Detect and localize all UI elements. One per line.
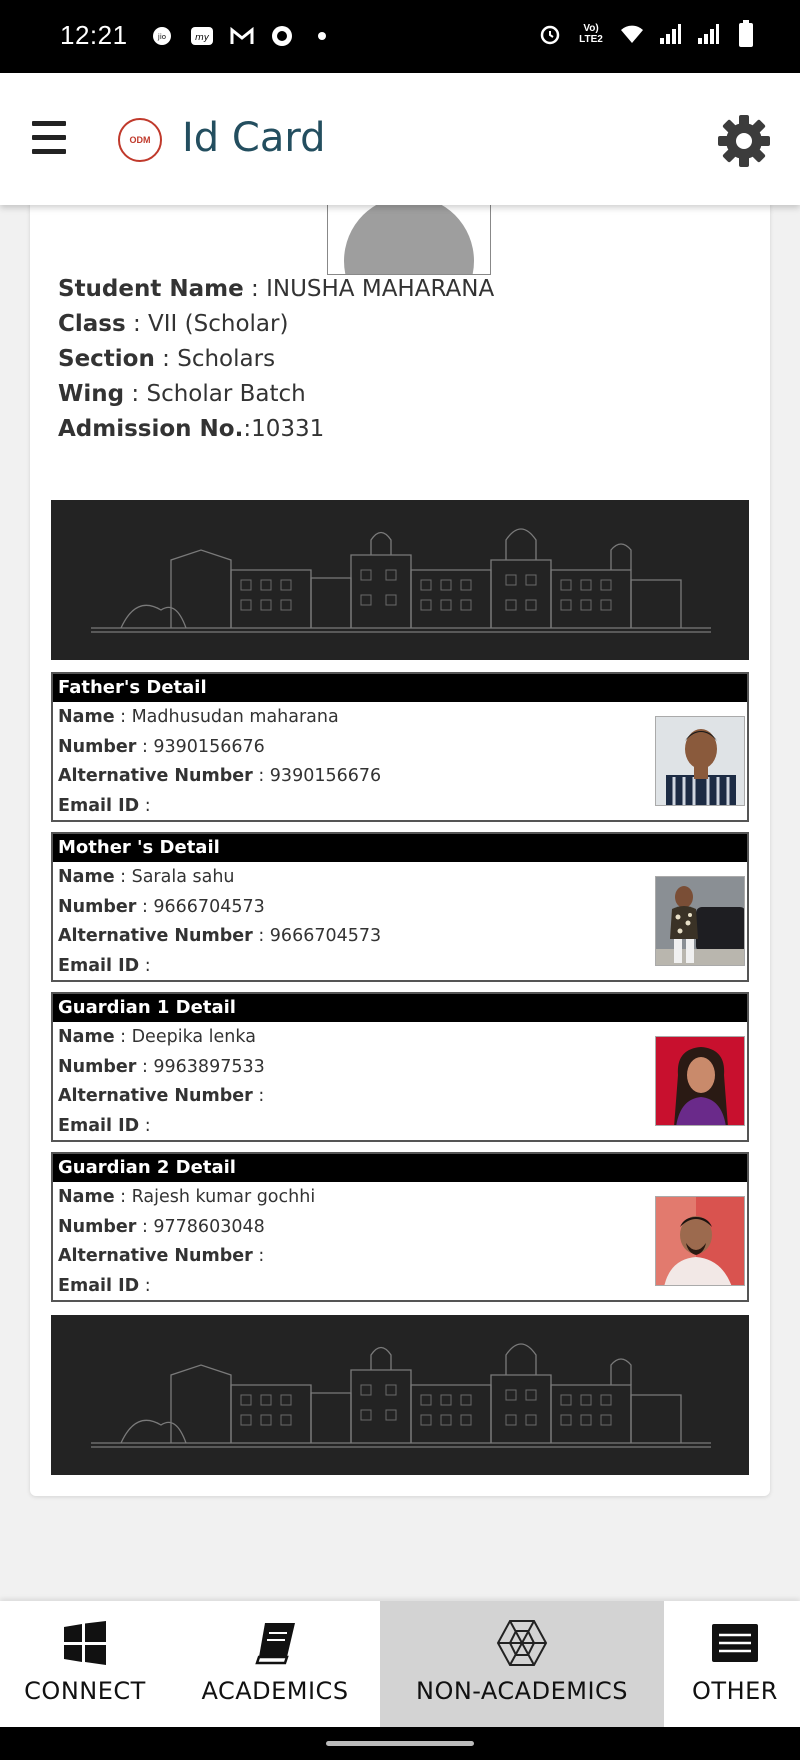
system-icons xyxy=(536,20,760,48)
section-row: Section : Scholars xyxy=(58,346,276,372)
school-building-banner xyxy=(51,500,749,660)
svg-text:my: my xyxy=(194,33,210,43)
app-bar xyxy=(0,73,800,205)
detail-alt-number-row: Alternative Number : xyxy=(58,1086,265,1106)
father-detail xyxy=(51,672,749,822)
guardian-1-photo xyxy=(655,1036,745,1126)
record-icon xyxy=(268,22,296,50)
class-row: Class : VII (Scholar) xyxy=(58,311,289,337)
mother-photo xyxy=(655,876,745,966)
detail-alt-number-row: Alternative Number : 9666704573 xyxy=(58,926,382,946)
nav-non-academics[interactable]: NON-ACADEMICS xyxy=(380,1601,664,1727)
status-bar xyxy=(0,0,800,73)
battery-icon xyxy=(732,20,760,48)
book-icon xyxy=(253,1619,297,1667)
nav-academics[interactable]: ACADEMICS xyxy=(190,1601,360,1727)
notification-icons xyxy=(148,22,336,50)
admission-row: Admission No.:10331 xyxy=(58,416,325,442)
detail-number-row: Number : 9963897533 xyxy=(58,1056,265,1077)
mother-detail xyxy=(51,832,749,982)
id-card xyxy=(30,180,770,1496)
hexagon-mesh-icon xyxy=(496,1619,548,1667)
student-name-row: Student Name : INUSHA MAHARANA xyxy=(58,276,495,302)
detail-email-row: Email ID : xyxy=(58,1115,151,1136)
guardian-1-detail xyxy=(51,992,749,1142)
gmail-icon xyxy=(228,22,256,50)
dot-icon xyxy=(308,22,336,50)
detail-name-row: Name : Deepika lenka xyxy=(58,1027,256,1047)
detail-header: Guardian 2 Detail xyxy=(53,1154,747,1182)
detail-header: Father's Detail xyxy=(53,674,747,702)
guardian-2-detail xyxy=(51,1152,749,1302)
mytel-icon xyxy=(188,22,216,50)
detail-alt-number-row: Alternative Number : 9390156676 xyxy=(58,766,382,786)
bottom-navigation xyxy=(0,1601,800,1727)
detail-number-row: Number : 9390156676 xyxy=(58,736,265,757)
volte-icon: Vo) LTE2 xyxy=(579,23,603,45)
status-time: 12:21 xyxy=(60,20,128,50)
detail-header: Guardian 1 Detail xyxy=(53,994,747,1022)
signal-icon xyxy=(656,20,684,48)
nav-connect[interactable]: CONNECT xyxy=(0,1601,170,1727)
signal-icon xyxy=(694,20,722,48)
school-logo: ODM xyxy=(118,118,162,162)
nav-other[interactable]: OTHER xyxy=(670,1601,800,1727)
detail-email-row: Email ID : xyxy=(58,955,151,976)
home-gesture-handle[interactable] xyxy=(326,1741,474,1746)
detail-email-row: Email ID : xyxy=(58,795,151,816)
list-icon xyxy=(711,1619,759,1667)
detail-header: Mother 's Detail xyxy=(53,834,747,862)
detail-number-row: Number : 9778603048 xyxy=(58,1216,265,1237)
guardian-2-photo xyxy=(655,1196,745,1286)
detail-number-row: Number : 9666704573 xyxy=(58,896,265,917)
school-building-banner xyxy=(51,1315,749,1475)
student-info xyxy=(58,272,494,447)
windows-icon xyxy=(63,1619,107,1667)
detail-name-row: Name : Sarala sahu xyxy=(58,867,235,887)
detail-name-row: Name : Madhusudan maharana xyxy=(58,707,339,727)
detail-email-row: Email ID : xyxy=(58,1275,151,1296)
detail-name-row: Name : Rajesh kumar gochhi xyxy=(58,1187,316,1207)
gesture-bar xyxy=(0,1727,800,1760)
detail-alt-number-row: Alternative Number : xyxy=(58,1246,265,1266)
alarm-icon xyxy=(536,20,564,48)
page-title: Id Card xyxy=(182,115,326,161)
gear-icon[interactable] xyxy=(716,113,772,169)
hamburger-menu-icon[interactable] xyxy=(32,121,68,155)
wifi-icon xyxy=(618,20,646,48)
svg-text:jio: jio xyxy=(157,33,167,41)
jio-icon xyxy=(148,22,176,50)
father-photo xyxy=(655,716,745,806)
wing-row: Wing : Scholar Batch xyxy=(58,381,306,407)
